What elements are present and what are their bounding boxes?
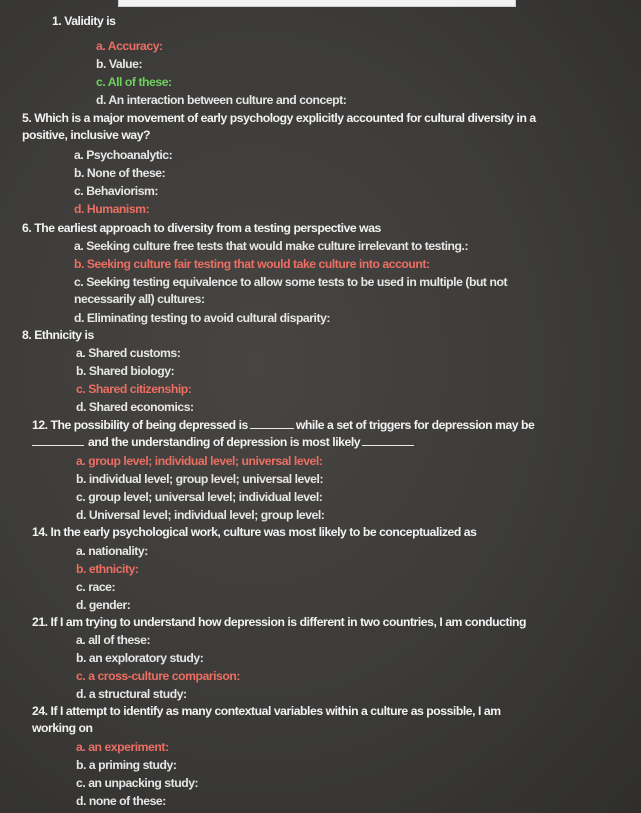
question-6-option-c-line-2: necessarily all) cultures: [74, 292, 205, 306]
question-5-stem-line-1: 5. Which is a major movement of early psychology explicitly accounted for cultural diversity in a [22, 111, 536, 125]
question-8-option-a: a. Shared customs: [76, 346, 181, 360]
question-14-stem: 14. In the early psychological work, culture was most likely to be conceptualized as [32, 525, 477, 539]
question-24-option-b: b. a priming study: [76, 758, 177, 772]
question-24-option-d: d. none of these: [76, 794, 166, 808]
question-24-option-c: c. an unpacking study: [76, 776, 199, 790]
question-21-option-a: a. all of these: [76, 633, 151, 647]
question-1-option-a: a. Accuracy: [96, 39, 163, 53]
question-1-option-d: d. An interaction between culture and concept: [96, 93, 347, 107]
answer-blank-2 [32, 434, 84, 446]
question-12-option-a: a. group level; individual level; universal level: [76, 454, 323, 468]
question-12-option-b: b. individual level; group level; universal level: [76, 472, 324, 486]
question-12-stem-line-2 [32, 434, 414, 450]
question-24-option-a: a. an experiment: [76, 740, 169, 754]
question-5-option-c: c. Behaviorism: [74, 184, 159, 198]
question-5-option-a: a. Psychoanalytic: [74, 148, 173, 162]
question-1-option-b: b. Value: [96, 57, 143, 71]
question-8-option-c: c. Shared citizenship: [76, 382, 192, 396]
question-8-stem: 8. Ethnicity is [22, 328, 94, 342]
question-12-stem-line-1 [32, 417, 534, 433]
question-1-stem: 1. Validity is [52, 14, 116, 28]
question-12-stem-part-2: while a set of triggers for depression may be [295, 418, 535, 432]
question-6-option-d: d. Eliminating testing to avoid cultural disparity: [74, 311, 331, 325]
question-14-option-d: d. gender: [76, 598, 131, 612]
question-14-option-b: b. ethnicity: [76, 562, 139, 576]
question-5-option-d: d. Humanism: [74, 202, 150, 216]
question-24-stem-line-2: working on [32, 721, 93, 735]
question-6-stem: 6. The earliest approach to diversity from a testing perspective was [22, 221, 381, 235]
question-21-option-d: d. a structural study: [76, 687, 187, 701]
question-8-option-d: d. Shared economics: [76, 400, 194, 414]
answer-blank-3 [362, 434, 414, 446]
question-12-option-d: d. Universal level; individual level; group level: [76, 508, 325, 522]
question-12-option-c: c. group level; universal level; individual level: [76, 490, 323, 504]
answer-blank-1 [250, 417, 294, 429]
question-6-option-c-line-1: c. Seeking testing equivalence to allow some tests to be used in multiple (but not [74, 275, 508, 289]
question-5-stem-line-2: positive, inclusive way? [22, 128, 151, 142]
question-24-stem-line-1: 24. If I attempt to identify as many contextual variables within a culture as possible, I am [32, 704, 501, 718]
question-21-option-c: c. a cross-culture comparison: [76, 669, 240, 683]
question-21-stem: 21. If I am trying to understand how depression is different in two countries, I am conducting [32, 615, 527, 629]
question-14-option-a: a. nationality: [76, 544, 148, 558]
question-14-option-c: c. race: [76, 580, 116, 594]
question-6-option-b: b. Seeking culture fair testing that would take culture into account: [74, 257, 430, 271]
question-12-stem-part-1: 12. The possibility of being depressed is [32, 418, 248, 432]
question-8-option-b: b. Shared biology: [76, 364, 175, 378]
question-5-option-b: b. None of these: [74, 166, 166, 180]
question-1-option-c: c. All of these: [96, 75, 172, 89]
question-6-option-a: a. Seeking culture free tests that would make culture irrelevant to testing.: [74, 239, 469, 253]
question-12-stem-part-3: and the understanding of depression is most likely [88, 435, 361, 449]
question-21-option-b: b. an exploratory study: [76, 651, 204, 665]
